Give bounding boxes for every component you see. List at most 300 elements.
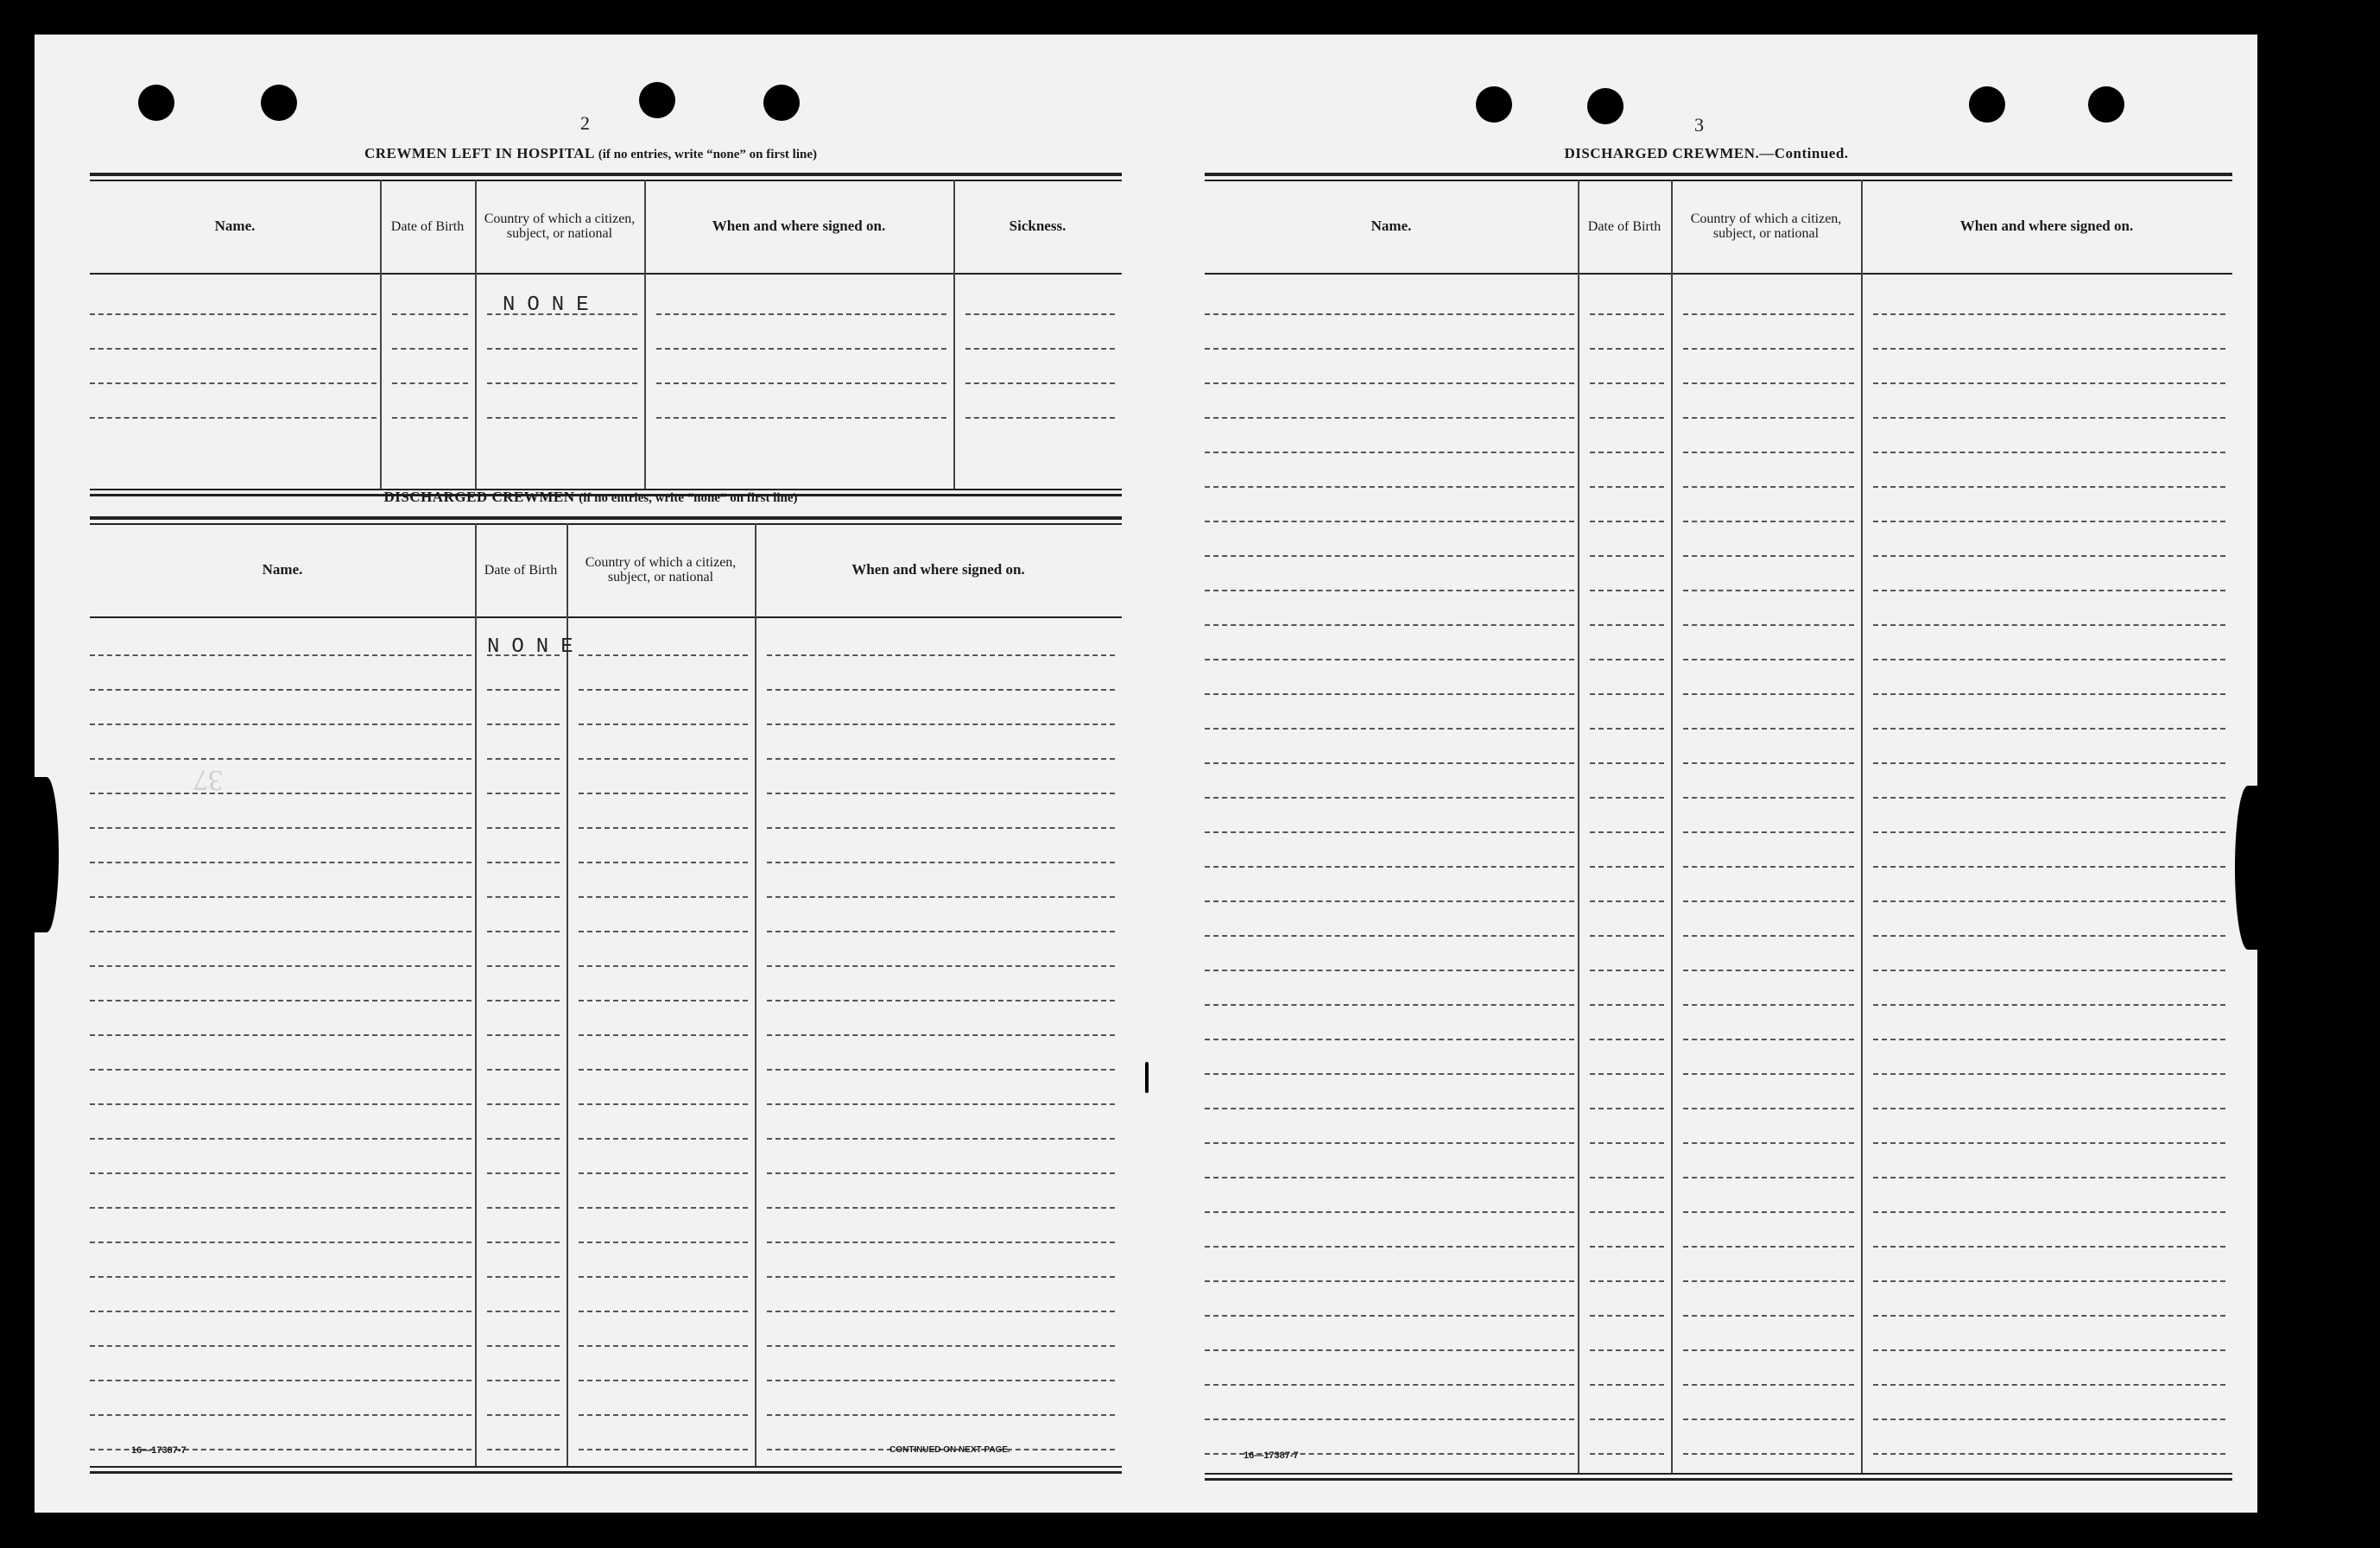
discharged-row-line [90,689,472,691]
continued-row-line [1683,866,1854,868]
continued-row-line [1683,555,1854,557]
hospital-row-line [656,348,946,350]
discharged-row-line [579,1414,748,1416]
hospital-row-line [392,382,468,384]
punch-hole-3 [639,82,675,118]
discharged-row-line [579,1138,748,1140]
continued-row-line [1873,452,2225,453]
discharged-col-divider-2 [567,523,568,1466]
continued-row-line [1590,900,1664,902]
continued-row-line [1205,1384,1574,1386]
continued-row-line [1590,1453,1664,1455]
discharged-row-line [767,1380,1115,1381]
discharged-row-line [487,965,560,967]
discharged-row-line [767,758,1115,760]
continued-row-line [1683,590,1854,591]
right-footer-code: 16—17387-7 [1244,1450,1299,1461]
continued-row-line [1590,762,1664,764]
punch-hole-4 [763,85,800,121]
continued-row-line [1683,1039,1854,1040]
discharged-row-line [767,1103,1115,1105]
discharged-row-line [487,1069,560,1071]
continued-row-line [1873,1246,2225,1248]
discharged-row-line [487,1000,560,1001]
continued-row-line [1205,1004,1574,1006]
punch-hole-6 [1587,88,1624,124]
continued-row-line [1205,313,1574,315]
discharged-row-line [487,1207,560,1209]
discharged-row-line [767,689,1115,691]
form-sheet [35,35,2257,1513]
continued-row-line [1590,348,1664,350]
continued-row-line [1590,1384,1664,1386]
continued-row-line [1873,348,2225,350]
continued-row-line [1590,659,1664,660]
continued-row-line [1683,1108,1854,1109]
continued-row-line [1683,728,1854,730]
hospital-row-line [90,417,377,419]
continued-row-line [1873,486,2225,488]
continued-row-line [1205,624,1574,626]
continued-row-line [1205,452,1574,453]
discharged-row-line [579,1242,748,1243]
continued-row-line [1683,900,1854,902]
discharged-row-line [487,1172,560,1174]
discharged-row-line [90,862,472,863]
continued-row-line [1590,866,1664,868]
discharged-col-header-4: When and where signed on. [851,561,1025,578]
continued-row-line [1590,797,1664,799]
continued-row-line [1205,486,1574,488]
discharged-bottom-rule-2 [90,1471,1122,1474]
discharged-row-line [90,931,472,932]
continued-row-line [1683,1315,1854,1317]
discharged-row-line [487,689,560,691]
discharged-top-rule-1 [90,516,1122,520]
continued-row-line [1205,1418,1574,1420]
left-edge-notch [35,777,59,932]
continued-row-line [1873,762,2225,764]
discharged-col-header-2: Date of Birth [484,562,558,578]
continued-row-line [1873,590,2225,591]
hospital-col-header-3: Country of which a citizen, subject, or national [484,212,636,241]
discharged-row-line [579,827,748,829]
discharged-row-line [767,1414,1115,1416]
discharged-row-line [579,965,748,967]
discharged-row-line [90,654,472,656]
discharged-row-line [487,1276,560,1278]
discharged-row-line [487,1242,560,1243]
continued-row-line [1683,1211,1854,1213]
continued-col-header-2: Date of Birth [1587,218,1662,234]
discharged-row-line [579,1103,748,1105]
continued-col-divider-1 [1578,180,1579,1473]
discharged-none-entry: NONE [487,635,586,659]
continued-col-divider-2 [1671,180,1673,1473]
discharged-row-line [90,723,472,725]
continued-row-line [1873,866,2225,868]
continued-col-header-4: When and where signed on. [1959,218,2134,234]
right-page-number: 3 [1694,114,1704,136]
hospital-row-line [487,382,637,384]
discharged-row-line [767,1276,1115,1278]
continued-row-line [1590,521,1664,522]
faint-pencil-mark: 37 [193,764,223,796]
continued-row-line [1683,659,1854,660]
continued-row-line [1683,1280,1854,1282]
discharged-row-line [767,1207,1115,1209]
continued-row-line [1590,1211,1664,1213]
continued-row-line [1590,452,1664,453]
continued-row-line [1590,486,1664,488]
continued-row-line [1873,831,2225,833]
discharged-col-divider-1 [475,523,477,1466]
discharged-row-line [90,1345,472,1347]
continued-row-line [1683,624,1854,626]
discharged-row-line [579,1449,748,1450]
discharged-row-line [579,1311,748,1312]
continued-row-line [1873,313,2225,315]
continued-row-line [1590,417,1664,419]
continued-row-line [1590,1177,1664,1178]
discharged-row-line [90,1311,472,1312]
discharged-row-line [90,1138,472,1140]
continued-row-line [1590,693,1664,695]
continued-row-line [1873,624,2225,626]
discharged-row-line [767,793,1115,794]
discharged-row-line [487,1034,560,1036]
continued-row-line [1683,970,1854,971]
hospital-row-line [90,382,377,384]
hospital-header-rule [90,273,1122,275]
discharged-row-line [579,862,748,863]
discharged-row-line [767,1000,1115,1001]
continued-row-line [1590,590,1664,591]
continued-row-line [1590,624,1664,626]
hospital-row-line [965,348,1115,350]
hospital-row-line [656,313,946,315]
hospital-row-line [90,313,377,315]
discharged-row-line [579,1000,748,1001]
discharged-row-line [767,1034,1115,1036]
continued-col-header-3: Country of which a citizen, subject, or national [1690,212,1842,241]
continued-row-line [1205,1349,1574,1351]
continued-row-line [1590,831,1664,833]
continued-row-line [1873,382,2225,384]
continued-row-line [1873,1039,2225,1040]
continued-row-line [1873,970,2225,971]
continued-row-line [1683,1349,1854,1351]
discharged-row-line [579,1069,748,1071]
continued-row-line [1205,1039,1574,1040]
continued-row-line [1205,797,1574,799]
continued-row-line [1205,831,1574,833]
discharged-row-line [579,1207,748,1209]
continued-col-header-1: Name. [1370,218,1412,234]
discharged-row-line [579,654,748,656]
continued-row-line [1683,1246,1854,1248]
continued-row-line [1683,486,1854,488]
hospital-col-divider-3 [644,180,646,489]
continued-row-line [1205,1177,1574,1178]
hospital-row-line [487,348,637,350]
left-page-number: 2 [580,112,590,134]
continued-row-line [1205,970,1574,971]
continued-row-line [1873,1142,2225,1144]
continued-row-line [1205,866,1574,868]
continued-col-divider-3 [1861,180,1863,1473]
continued-row-line [1873,1073,2225,1075]
discharged-row-line [579,689,748,691]
continued-row-line [1873,1418,2225,1420]
discharged-row-line [487,1414,560,1416]
continued-row-line [1205,555,1574,557]
center-fold-mark [1145,1062,1149,1093]
hospital-col-header-5: Sickness. [1009,218,1067,234]
continued-row-line [1873,1315,2225,1317]
continued-top-rule-1 [1205,173,2232,176]
continued-row-line [1873,1108,2225,1109]
discharged-row-line [579,1345,748,1347]
continued-row-line [1873,555,2225,557]
continued-row-line [1873,797,2225,799]
discharged-row-line [579,758,748,760]
right-edge-notch [2235,786,2261,950]
discharged-row-line [90,1034,472,1036]
discharged-row-line [487,931,560,932]
discharged-row-line [579,1380,748,1381]
hospital-col-divider-2 [475,180,477,489]
continued-row-line [1873,728,2225,730]
discharged-row-line [90,1069,472,1071]
hospital-row-line [487,417,637,419]
discharged-row-line [90,1000,472,1001]
continued-row-line [1590,1418,1664,1420]
discharged-row-line [767,1242,1115,1243]
discharged-table [90,516,1122,1473]
hospital-section-note: (if no entries, write “none” on first line) [598,148,817,161]
continued-row-line [1683,935,1854,937]
continued-bottom-rule-1 [1205,1473,2232,1475]
discharged-row-line [90,1276,472,1278]
discharged-row-line [487,827,560,829]
left-footer-continued: CONTINUED ON NEXT PAGE. [889,1445,1010,1455]
continued-row-line [1205,417,1574,419]
discharged-row-line [767,862,1115,863]
discharged-row-line [487,1380,560,1381]
continued-row-line [1873,1177,2225,1178]
discharged-row-line [579,1034,748,1036]
continued-row-line [1873,900,2225,902]
punch-hole-7 [1969,86,2005,123]
continued-row-line [1590,1142,1664,1144]
discharged-row-line [767,965,1115,967]
discharged-row-line [767,1311,1115,1312]
discharged-row-line [90,758,472,760]
discharged-row-line [767,931,1115,932]
continued-row-line [1590,1349,1664,1351]
continued-row-line [1683,1142,1854,1144]
continued-row-line [1683,1177,1854,1178]
continued-row-line [1873,417,2225,419]
right-section-title: DISCHARGED CREWMEN.—Continued. [1564,145,1849,161]
continued-header-rule [1205,273,2232,275]
discharged-row-line [90,1414,472,1416]
discharged-row-line [90,965,472,967]
hospital-top-rule-1 [90,173,1122,176]
continued-row-line [1590,1246,1664,1248]
continued-row-line [1683,382,1854,384]
continued-row-line [1590,555,1664,557]
continued-row-line [1683,762,1854,764]
hospital-col-header-4: When and where signed on. [712,218,886,234]
discharged-row-line [487,1311,560,1312]
continued-row-line [1683,831,1854,833]
continued-row-line [1683,1004,1854,1006]
discharged-section-title: DISCHARGED CREWMEN (if no entries, write “none” on first line) [383,489,798,505]
continued-row-line [1683,452,1854,453]
discharged-row-line [487,862,560,863]
discharged-row-line [90,1103,472,1105]
hospital-none-entry: NONE [503,294,601,317]
continued-row-line [1590,1004,1664,1006]
continued-row-line [1873,935,2225,937]
discharged-row-line [487,1345,560,1347]
discharged-row-line [767,896,1115,898]
continued-row-line [1205,659,1574,660]
hospital-row-line [965,417,1115,419]
continued-row-line [1590,382,1664,384]
continued-row-line [1590,1073,1664,1075]
continued-row-line [1205,728,1574,730]
continued-row-line [1205,1108,1574,1109]
discharged-row-line [90,793,472,794]
discharged-row-line [767,827,1115,829]
continued-row-line [1683,521,1854,522]
continued-row-line [1205,1246,1574,1248]
hospital-row-line [965,382,1115,384]
discharged-row-line [487,758,560,760]
continued-row-line [1873,1349,2225,1351]
continued-row-line [1590,1039,1664,1040]
continued-row-line [1683,1384,1854,1386]
punch-hole-5 [1476,86,1512,123]
discharged-row-line [767,723,1115,725]
discharged-row-line [579,723,748,725]
continued-row-line [1873,693,2225,695]
continued-bottom-rule-2 [1205,1478,2232,1481]
discharged-row-line [579,1276,748,1278]
discharged-col-header-3: Country of which a citizen, subject, or national [585,555,737,584]
discharged-row-line [487,1138,560,1140]
hospital-row-line [392,348,468,350]
continued-row-line [1873,1004,2225,1006]
continued-row-line [1590,970,1664,971]
discharged-row-line [90,896,472,898]
continued-row-line [1683,313,1854,315]
continued-row-line [1205,1211,1574,1213]
continued-row-line [1683,693,1854,695]
discharged-row-line [487,723,560,725]
discharged-row-line [90,1172,472,1174]
continued-row-line [1205,1280,1574,1282]
continued-row-line [1683,1418,1854,1420]
discharged-row-line [767,1069,1115,1071]
hospital-section-title: CREWMEN LEFT IN HOSPITAL (if no entries, write “none” on first line) [364,145,817,161]
punch-hole-8 [2088,86,2124,123]
discharged-row-line [487,1449,560,1450]
discharged-row-line [90,827,472,829]
continued-row-line [1205,693,1574,695]
continued-row-line [1205,521,1574,522]
discharged-row-line [90,1242,472,1243]
discharged-col-header-1: Name. [262,561,303,578]
continued-row-line [1205,1142,1574,1144]
discharged-continued-table [1205,173,2232,1480]
continued-row-line [1205,900,1574,902]
continued-row-line [1590,1315,1664,1317]
hospital-row-line [392,417,468,419]
continued-row-line [1683,1073,1854,1075]
hospital-col-divider-4 [953,180,955,489]
continued-row-line [1590,728,1664,730]
continued-row-line [1683,1453,1854,1455]
discharged-row-line [767,1138,1115,1140]
continued-row-line [1873,1211,2225,1213]
continued-row-line [1683,348,1854,350]
discharged-row-line [487,793,560,794]
hospital-table [90,173,1122,497]
discharged-row-line [579,931,748,932]
continued-row-line [1873,1280,2225,1282]
hospital-row-line [392,313,468,315]
discharged-row-line [579,793,748,794]
hospital-row-line [965,313,1115,315]
continued-row-line [1205,1073,1574,1075]
continued-row-line [1205,935,1574,937]
continued-row-line [1205,1315,1574,1317]
discharged-row-line [579,896,748,898]
discharged-header-rule [90,616,1122,618]
hospital-row-line [656,417,946,419]
continued-row-line [1205,348,1574,350]
left-footer-code: 16—17387-7 [131,1445,187,1456]
discharged-row-line [767,654,1115,656]
hospital-row-line [656,382,946,384]
discharged-col-divider-3 [755,523,756,1466]
discharged-row-line [90,1207,472,1209]
continued-row-line [1590,1280,1664,1282]
discharged-row-line [487,896,560,898]
continued-row-line [1205,382,1574,384]
hospital-col-divider-1 [380,180,382,489]
continued-row-line [1590,1108,1664,1109]
continued-row-line [1205,590,1574,591]
hospital-col-header-2: Date of Birth [390,218,465,234]
continued-row-line [1873,1384,2225,1386]
discharged-row-line [487,1103,560,1105]
discharged-row-line [767,1172,1115,1174]
hospital-row-line [90,348,377,350]
continued-row-line [1590,935,1664,937]
discharged-bottom-rule-1 [90,1466,1122,1468]
continued-row-line [1873,1453,2225,1455]
continued-row-line [1590,313,1664,315]
discharged-section-note: (if no entries, write “none” on first line) [579,491,798,505]
punch-hole-2 [261,85,297,121]
discharged-row-line [767,1345,1115,1347]
continued-row-line [1873,521,2225,522]
